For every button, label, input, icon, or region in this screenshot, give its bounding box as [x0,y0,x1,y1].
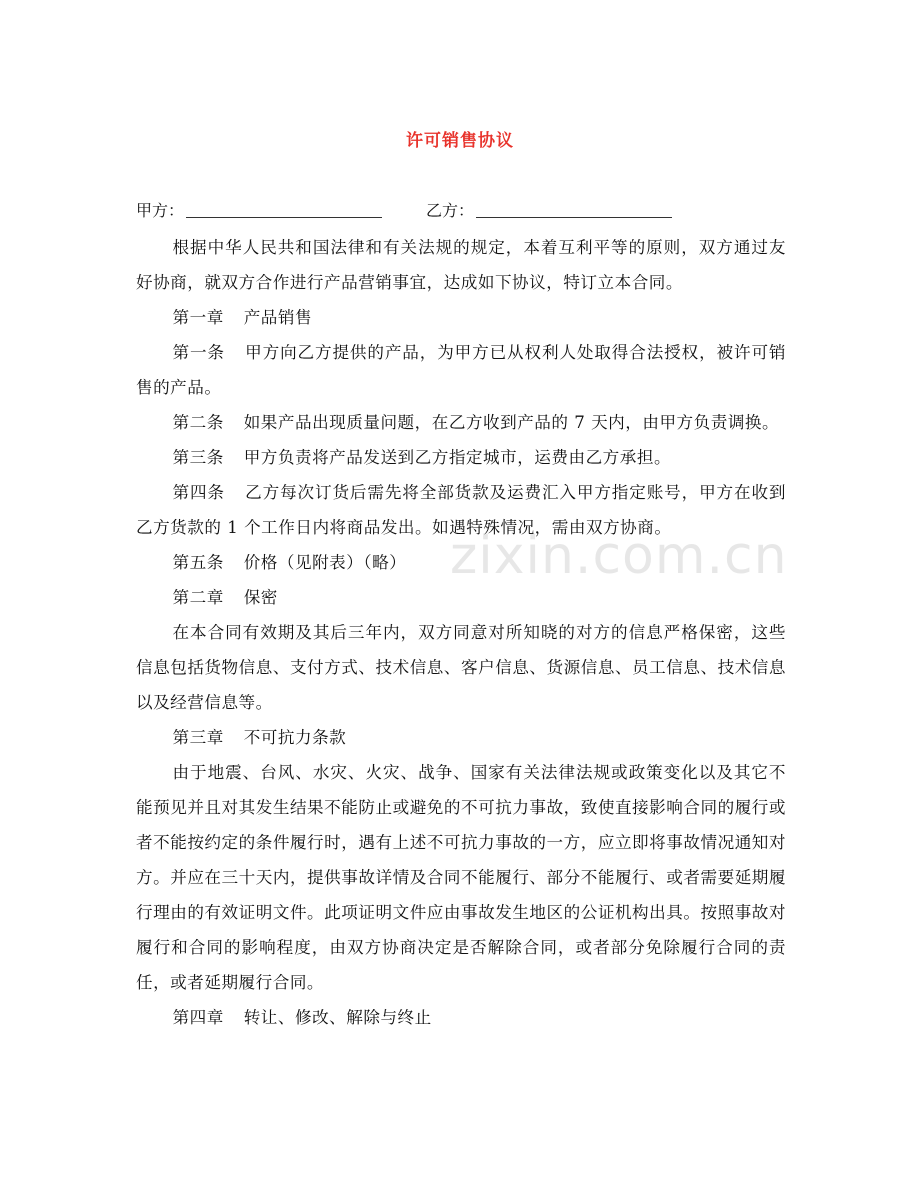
chapter-label: 第一章 [172,308,224,327]
chapter-heading [136,580,786,615]
chapter-heading [136,300,786,335]
chapter-title: 不可抗力条款 [243,728,347,747]
paragraph-text: 在本合同有效期及其后三年内，双方同意对所知晓的对方的信息严格保密，这些信息包括货物信息、支付方式、技术信息、客户信息、货源信息、员工信息、技术信息以及经营信息等。 [136,623,786,712]
paragraph-text: 价格（见附表）（略） [243,553,407,572]
party-a [136,199,382,223]
chapter-label: 第四章 [172,1008,224,1027]
chapter-label: 第二章 [172,588,224,607]
body-paragraph [136,755,786,1000]
paragraph-text: 乙方每次订货后需先将全部货款及运费汇入甲方指定账号，甲方在收到乙方货款的 1 个工作日内将商品发出。如遇特殊情况，需由双方协商。 [136,483,786,537]
paragraph-text: 如果产品出现质量问题，在乙方收到产品的 7 天内，由甲方负责调换。 [243,413,780,432]
chapter-title: 保密 [243,588,278,607]
party-a-label: 甲方： [136,201,185,220]
clause-label: 第五条 [172,553,224,572]
paragraph-text: 甲方向乙方提供的产品，为甲方已从权利人处取得合法授权，被许可销售的产品。 [136,343,786,397]
clause-paragraph [136,335,786,405]
clause-label: 第三条 [172,448,224,467]
paragraph-text: 由于地震、台风、水灾、火灾、战争、国家有关法律法规或政策变化以及其它不能预见并且对其发生结果不能防止或避免的不可抗力事故，致使直接影响合同的履行或者不能按约定的条件履行时，遇有上述不可抗力事故的一方，应立即将事故情况通知对方。并应在三十天内，提供事故详情及合同不能履行、部分不能履行、或者需要延期履行理由的有效证明文件。此项证明文件应由事故发生地区的公证机构出具。按照事故对履行和合同的影响程度，由双方协商决定是否解除合同，或者部分免除履行合同的责任，或者延期履行合同。 [136,763,786,992]
clause-label: 第一条 [172,343,225,362]
clause-paragraph [136,475,786,545]
clause-label: 第二条 [172,413,224,432]
clause-paragraph [136,545,786,580]
paragraph-text: 甲方负责将产品发送到乙方指定城市，运费由乙方承担。 [243,448,672,467]
party-b [426,199,672,223]
party-b-blank [476,201,672,218]
party-b-label: 乙方： [426,201,475,220]
clause-paragraph [136,405,786,440]
chapter-title: 产品销售 [243,308,313,327]
clause-label: 第四条 [172,483,225,502]
body-paragraph [136,230,786,300]
document-body [136,230,786,1035]
paragraph-text: 根据中华人民共和国法律和有关法规的规定，本着互利平等的原则，双方通过友好协商，就双方合作进行产品营销事宜，达成如下协议，特订立本合同。 [136,238,786,292]
chapter-heading [136,1000,786,1035]
document-title: 许可销售协议 [406,131,514,151]
watermark: zixin.com.cn [450,526,788,586]
chapter-label: 第三章 [172,728,224,747]
chapter-heading [136,720,786,755]
body-paragraph [136,615,786,720]
party-a-blank [186,201,382,218]
parties-line [136,199,786,223]
chapter-title: 转让、修改、解除与终止 [243,1008,432,1027]
clause-paragraph [136,440,786,475]
